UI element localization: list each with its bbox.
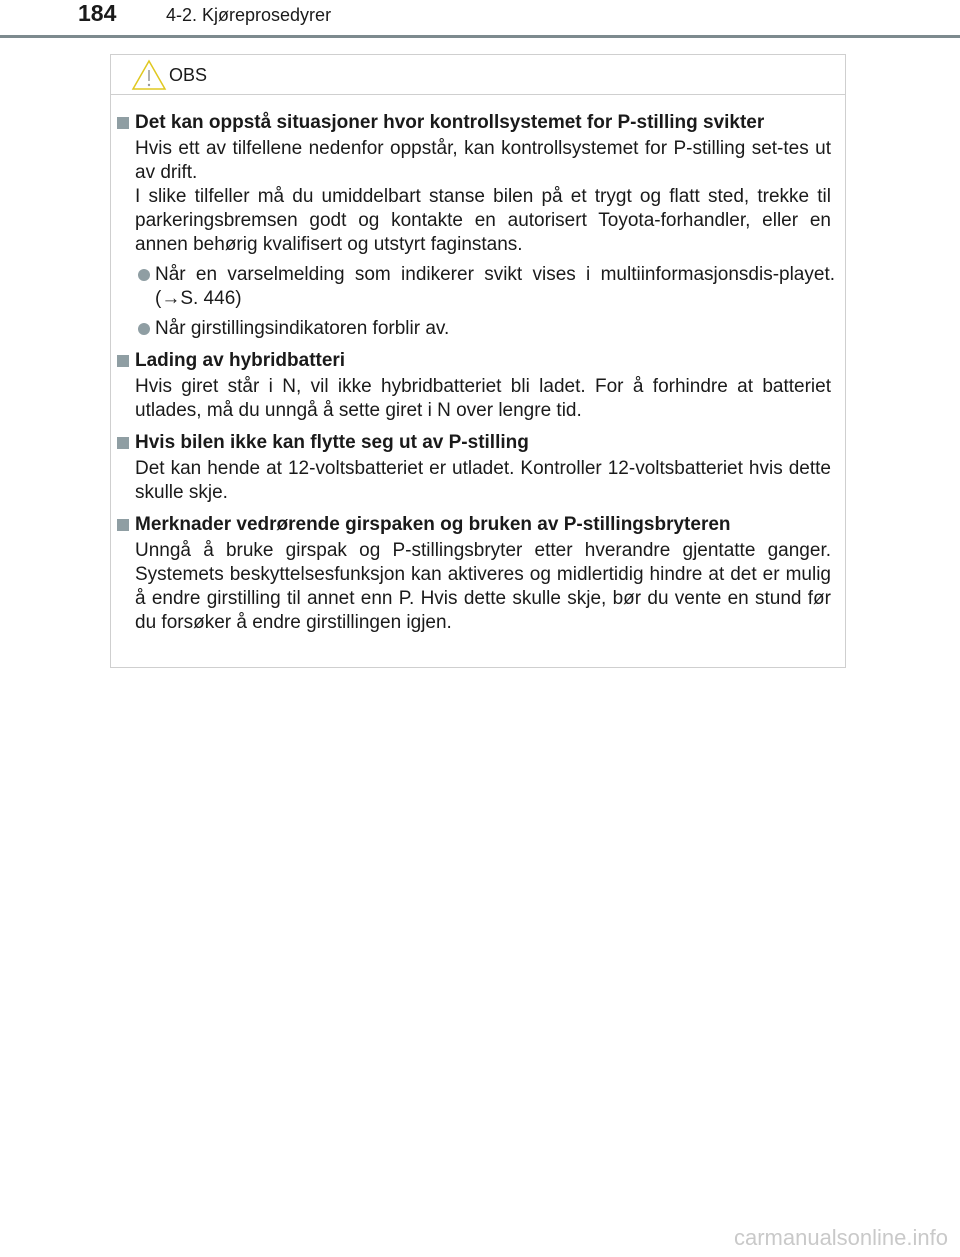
- section-heading: [111, 111, 845, 135]
- caution-title: OBS: [169, 65, 208, 85]
- page-number: 184: [78, 0, 117, 26]
- square-bullet-icon: [117, 437, 129, 449]
- caution-content: [111, 111, 845, 643]
- list-item-text: Når girstillingsindikatoren forblir av.: [155, 318, 450, 339]
- section-heading: [111, 349, 845, 373]
- section-heading-text: Lading av hybridbatteri: [135, 350, 346, 371]
- section-text: Det kan hende at 12-voltsbatteriet er utladet. Kontroller 12-voltsbatteriet hvis dette skulle skje.: [135, 458, 831, 503]
- watermark: carmanualsonline.info: [733, 1225, 948, 1250]
- section-hybrid-battery: [111, 349, 845, 423]
- warning-triangle-icon: [131, 59, 167, 91]
- square-bullet-icon: [117, 117, 129, 129]
- header-rule: [0, 35, 960, 38]
- list-item: [135, 263, 835, 311]
- section-heading: [111, 431, 845, 455]
- section-text: Hvis ett av tilfellene nedenfor oppstår, kan kontrollsystemet for P-stilling set-tes ut av drift. I slike tilfeller må du umiddelbart stanse bilen på et trygt og flatt sted, trekke til parkeringsbremsen godt og kontakte en autorisert Toyota-forhandler, eller en annen behørig kvalifisert og utstyrt faginstans.: [135, 138, 831, 255]
- list-item-text: Når en varselmelding som indikerer svikt vises i multiinformasjonsdis-playet. (→S. 446): [155, 264, 835, 309]
- section-text: Hvis giret står i N, vil ikke hybridbatteriet bli ladet. For å forhindre at batteriet utlades, må du unngå å sette giret i N over lengre tid.: [135, 376, 831, 421]
- caution-header: [111, 55, 845, 95]
- round-bullet-icon: [138, 323, 150, 335]
- square-bullet-icon: [117, 355, 129, 367]
- page-header: [0, 0, 960, 40]
- section-text: Unngå å bruke girspak og P-stillingsbryter etter hverandre gjentatte ganger. Systemets beskyttelsesfunksjon kan aktiveres og midlertidig hindre at det er mulig å endre girstilling til annet enn P. Hvis dette skulle skje, bør du vente en stund før du forsøker å endre girstillingen igjen.: [135, 540, 831, 633]
- list-item: [135, 317, 835, 341]
- caution-box: [110, 54, 846, 668]
- section-heading-text: Hvis bilen ikke kan flytte seg ut av P-stilling: [135, 432, 529, 453]
- section-title: 4-2. Kjøreprosedyrer: [166, 5, 332, 25]
- section-shift-lever-notes: [111, 513, 845, 635]
- section-p-position-failure: [111, 111, 845, 341]
- section-heading-text: Merknader vedrørende girspaken og bruken av P-stillingsbryteren: [135, 514, 731, 535]
- section-heading-text: Det kan oppstå situasjoner hvor kontrollsystemet for P-stilling svikter: [135, 112, 765, 133]
- section-cannot-leave-p: [111, 431, 845, 505]
- round-bullet-icon: [138, 269, 150, 281]
- square-bullet-icon: [117, 519, 129, 531]
- section-heading: [111, 513, 845, 537]
